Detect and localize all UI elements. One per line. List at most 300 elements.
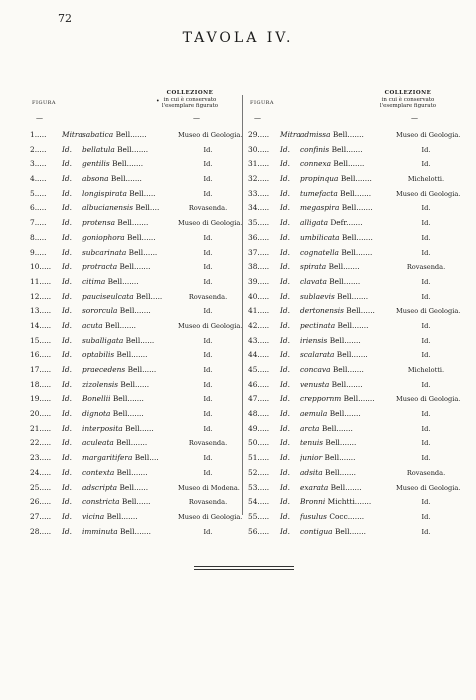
right-column — [248, 90, 461, 541]
collection-name: Rovasenda. — [188, 498, 228, 507]
entry-row — [30, 527, 238, 542]
genus-name: Id. — [280, 218, 290, 228]
species-cell — [300, 380, 396, 389]
author-name: Bell....... — [119, 262, 151, 272]
figure-number: 50..... — [248, 438, 270, 448]
author-name: Bell....... — [333, 159, 365, 169]
genus-name: Id. — [62, 423, 72, 433]
genus-name: Id. — [280, 188, 290, 198]
figure-number: 4..... — [30, 174, 47, 184]
genus-name: Id. — [62, 394, 72, 404]
collection-name: Rovasenda. — [406, 468, 446, 477]
bottom-rule — [194, 566, 294, 570]
species-cell — [82, 365, 178, 374]
figure-number: 3..... — [30, 159, 47, 169]
species-cell — [300, 512, 396, 521]
species-name: contexta — [82, 467, 115, 477]
genus-name: Id. — [62, 247, 72, 257]
species-name: contigua — [300, 526, 333, 536]
collection-name: Rovasenda. — [188, 292, 228, 301]
author-name: Bell....... — [341, 247, 373, 257]
figure-number: 49..... — [248, 423, 270, 433]
entry-row — [30, 145, 238, 160]
species-cell — [82, 130, 178, 139]
collection-name: Id. — [203, 248, 213, 257]
figure-number: 54..... — [248, 497, 270, 507]
species-name: acuta — [82, 320, 103, 330]
collection-name: Id. — [203, 277, 213, 286]
entry-row — [248, 218, 456, 233]
species-cell — [82, 453, 178, 462]
species-name: megaspira — [300, 203, 340, 213]
species-name: umbilicata — [300, 232, 340, 242]
species-cell — [300, 409, 396, 418]
author-name: Bell....... — [120, 526, 151, 536]
species-cell — [82, 424, 178, 433]
collection-name: Id. — [421, 219, 431, 228]
figure-number: 45..... — [248, 365, 270, 374]
collection-name: Rovasenda. — [406, 263, 446, 272]
entry-row — [30, 365, 238, 380]
genus-name: Id. — [280, 262, 290, 272]
genus-name: Id. — [62, 526, 72, 536]
species-name: goniophora — [82, 232, 125, 242]
species-cell — [300, 394, 396, 403]
author-name: Bell...... — [125, 423, 154, 433]
genus-name: Id. — [280, 409, 290, 419]
genus-name: Id. — [280, 320, 290, 330]
species-cell — [300, 483, 396, 492]
species-cell — [300, 438, 396, 447]
figure-number: 40..... — [248, 291, 270, 301]
figure-number: 7..... — [30, 218, 47, 228]
author-name: Bell.... — [135, 203, 160, 213]
author-name: Bell....... — [115, 130, 147, 139]
figure-number: 38..... — [248, 262, 270, 272]
author-name: Bell....... — [106, 511, 138, 521]
species-name: tenuis — [300, 438, 324, 448]
genus-name: Id. — [62, 335, 72, 345]
entry-row — [30, 306, 238, 321]
genus-name: Id. — [280, 144, 290, 154]
genus-name: Id. — [280, 203, 290, 213]
species-name: propinqua — [300, 174, 339, 184]
genus-name: Id. — [62, 467, 72, 477]
author-name: Bell...... — [127, 365, 157, 374]
figure-number: 26..... — [30, 497, 52, 507]
genus-name: Id. — [62, 438, 72, 448]
entry-row — [248, 438, 456, 453]
species-cell — [300, 453, 396, 462]
author-name: Bell....... — [107, 276, 139, 286]
collezione-dash: — — [193, 114, 200, 122]
collection-name: Id. — [421, 204, 431, 213]
entry-row — [30, 336, 238, 351]
genus-name: Id. — [62, 482, 72, 492]
author-name: Bell....... — [332, 130, 364, 139]
collection-name: Id. — [421, 439, 431, 448]
collection-name: Id. — [203, 233, 213, 242]
collection-name: Id. — [203, 527, 213, 536]
species-name: praecedens — [82, 365, 126, 374]
species-cell — [82, 394, 178, 403]
collection-name: Id. — [421, 248, 431, 257]
genus-name: Id. — [62, 409, 72, 419]
author-name: Bell....... — [110, 174, 142, 184]
entry-row — [248, 203, 456, 218]
species-cell — [82, 483, 178, 492]
entry-row — [248, 365, 456, 380]
collezione-line1: in cui è conservato — [381, 96, 435, 103]
left-column-header — [30, 92, 238, 130]
species-name: citima — [82, 276, 106, 286]
author-name: Bell....... — [341, 203, 373, 213]
entry-row — [30, 511, 243, 527]
species-cell — [300, 130, 396, 139]
entry-row — [248, 468, 456, 483]
species-name: longispirata — [82, 188, 127, 198]
author-name: Defr....... — [330, 218, 363, 228]
figure-number: 28..... — [30, 526, 52, 536]
author-name: Bell....... — [112, 159, 144, 169]
entry-row — [248, 424, 456, 439]
entry-row — [248, 512, 456, 527]
species-cell — [82, 497, 178, 506]
collection-name: Id. — [421, 321, 431, 330]
author-name: Bell....... — [337, 291, 369, 301]
entry-row — [248, 336, 456, 351]
collection-name: Id. — [203, 424, 213, 433]
collection-name: Id. — [203, 336, 213, 345]
figure-number: 12..... — [30, 291, 52, 301]
figure-number: 43..... — [248, 335, 270, 345]
genus-name: Id. — [280, 232, 290, 242]
species-cell — [82, 527, 178, 536]
author-name: Bell....... — [331, 379, 363, 389]
genus-name: Id. — [280, 423, 290, 433]
author-name: Bell....... — [332, 365, 364, 374]
species-cell — [82, 218, 178, 227]
collection-name: Id. — [203, 410, 213, 419]
collection-name: Id. — [203, 395, 213, 404]
species-name: gentilis — [82, 159, 110, 169]
author-name: Bell....... — [331, 144, 363, 154]
author-name: Bell....... — [336, 350, 368, 360]
species-name: alligata — [300, 218, 329, 228]
genus-name: Id. — [280, 453, 290, 463]
collection-name: Id. — [203, 307, 213, 316]
species-cell — [300, 248, 396, 257]
species-name: suballigata — [82, 335, 124, 345]
species-cell — [300, 336, 396, 345]
author-name: Bell....... — [328, 262, 360, 272]
collection-name: Id. — [421, 424, 431, 433]
author-name: Bell....... — [340, 174, 372, 184]
genus-name: Id. — [62, 350, 72, 360]
species-cell — [300, 497, 396, 506]
collection-name: Id. — [421, 277, 431, 286]
species-cell — [300, 365, 396, 374]
author-name: Bell....... — [330, 482, 362, 492]
collection-name: Id. — [421, 454, 431, 463]
collection-name: Id. — [203, 468, 213, 477]
entry-row — [248, 350, 456, 365]
species-name: aemula — [300, 409, 328, 419]
author-name: Bell...... — [119, 482, 149, 492]
species-name: arcta — [300, 423, 320, 433]
genus-name: Id. — [280, 482, 290, 492]
genus-name: Id. — [280, 291, 290, 301]
column-marker: • — [156, 98, 160, 105]
species-name: adsita — [300, 467, 323, 477]
collezione-header — [142, 90, 238, 110]
figure-number: 37..... — [248, 247, 270, 257]
author-name: Bell...... — [120, 379, 150, 389]
entry-row — [30, 409, 238, 424]
species-cell — [300, 203, 396, 212]
species-name: connexa — [300, 159, 332, 169]
figure-number: 20..... — [30, 409, 52, 419]
figure-number: 23..... — [30, 453, 52, 463]
species-name: sororcula — [82, 306, 118, 316]
species-cell — [82, 262, 178, 271]
author-name: Bell....... — [341, 232, 373, 242]
species-cell — [82, 159, 178, 168]
column-divider — [242, 95, 243, 515]
species-cell — [82, 189, 178, 198]
collection-name: Id. — [203, 263, 213, 272]
left-column — [30, 90, 243, 541]
author-name: Bell....... — [105, 320, 137, 330]
species-cell — [300, 321, 396, 330]
species-cell — [82, 203, 178, 212]
figure-number: 24..... — [30, 467, 52, 477]
figure-number: 32..... — [248, 174, 270, 184]
species-cell — [82, 248, 178, 257]
figure-number: 47..... — [248, 394, 270, 404]
figure-number: 29..... — [248, 130, 270, 139]
genus-name: Id. — [280, 365, 290, 374]
genus-name: Id. — [62, 203, 72, 213]
genus-name: Id. — [280, 350, 290, 360]
genus-name: Id. — [280, 438, 290, 448]
genus-name: Id. — [62, 291, 72, 301]
genus-name: Id. — [62, 320, 72, 330]
figure-number: 11..... — [30, 276, 52, 286]
author-name: Bell....... — [340, 188, 372, 198]
entry-row — [248, 306, 461, 321]
genus-name: Id. — [280, 276, 290, 286]
figura-dash: — — [254, 114, 261, 122]
author-name: Bell....... — [116, 467, 148, 477]
entry-row — [30, 394, 238, 409]
collection-name: Id. — [421, 351, 431, 360]
collezione-dash: — — [411, 114, 418, 122]
author-name: Bell....... — [334, 526, 366, 536]
species-name: pauciseulcata — [82, 291, 134, 301]
species-cell — [300, 262, 396, 271]
figure-number: 30..... — [248, 144, 270, 154]
species-name: tumefacta — [300, 188, 338, 198]
species-cell — [82, 380, 178, 389]
collection-name: Id. — [421, 410, 431, 419]
species-cell — [300, 424, 396, 433]
species-name: imminuta — [82, 526, 118, 536]
species-name: constricta — [82, 497, 120, 507]
collezione-title: COLLEZIONE — [384, 90, 432, 96]
entry-row — [30, 292, 238, 307]
author-name: Bell....... — [329, 276, 361, 286]
species-cell — [82, 409, 178, 418]
genus-name: Id. — [280, 497, 290, 507]
figure-number: 46..... — [248, 379, 270, 389]
collection-name: Id. — [421, 233, 431, 242]
species-cell — [82, 233, 178, 242]
figure-number: 15..... — [30, 335, 52, 345]
entry-row — [30, 380, 238, 395]
species-name: dignota — [82, 409, 111, 419]
species-cell — [82, 336, 178, 345]
entry-row — [30, 438, 238, 453]
entry-row — [248, 277, 456, 292]
author-name: Bell...... — [125, 335, 155, 345]
figure-number: 22..... — [30, 438, 52, 448]
species-cell — [300, 306, 396, 315]
entry-row — [248, 188, 461, 204]
author-name: Bell....... — [325, 438, 357, 448]
figure-number: 35..... — [248, 218, 270, 228]
genus-name: Id. — [280, 379, 290, 389]
genus-name: Id. — [280, 467, 290, 477]
figure-number: 55..... — [248, 511, 270, 521]
collezione-line2: l'esemplare figurato — [161, 103, 219, 109]
collection-name: Id. — [203, 366, 213, 374]
figure-number: 10..... — [30, 262, 52, 272]
genus-name: Id. — [62, 232, 72, 242]
species-cell — [300, 350, 396, 359]
author-name: Bell....... — [116, 350, 148, 360]
species-name: subcarinata — [82, 247, 127, 257]
genus-name: Id. — [280, 159, 290, 169]
figure-number: 9..... — [30, 247, 47, 257]
species-name: sabatica — [82, 130, 114, 139]
entry-row — [248, 145, 456, 160]
species-name: concava — [300, 365, 331, 374]
collection-name: Museo di Geologia. — [396, 395, 461, 404]
figure-number: 27..... — [30, 511, 52, 521]
figure-number: 1..... — [30, 130, 47, 139]
species-cell — [82, 292, 178, 301]
species-cell — [82, 321, 178, 330]
collezione-title: COLLEZIONE — [166, 90, 214, 96]
page-number: 72 — [58, 12, 72, 25]
collection-name: Id. — [203, 145, 213, 154]
author-name: Bell....... — [329, 409, 361, 419]
figure-number: 42..... — [248, 320, 270, 330]
genus-name: Id. — [280, 526, 290, 536]
author-name: Bell....... — [112, 409, 144, 419]
species-cell — [300, 468, 396, 477]
species-name: margaritifera — [82, 453, 133, 463]
species-cell — [82, 306, 178, 315]
collection-name: Id. — [421, 527, 431, 536]
figure-number: 2..... — [30, 144, 47, 154]
species-name: adscripta — [82, 482, 118, 492]
species-cell — [82, 145, 178, 154]
species-cell — [82, 174, 178, 183]
entry-row — [30, 174, 238, 189]
collection-name: Id. — [421, 512, 431, 521]
species-name: spirata — [300, 262, 327, 272]
collection-name: Museo di Geologia. — [178, 131, 243, 139]
entry-row — [248, 248, 456, 263]
collection-name: Id. — [421, 380, 431, 389]
entry-row — [248, 527, 456, 542]
author-name: Bell...... — [121, 497, 151, 507]
figure-number: 19..... — [30, 394, 52, 404]
genus-name: Id. — [62, 276, 72, 286]
species-cell — [82, 512, 178, 521]
genus-name: Id. — [62, 174, 72, 184]
genus-name: Id. — [62, 144, 72, 154]
species-cell — [300, 277, 396, 286]
genus-name: Id. — [280, 174, 290, 184]
collection-name: Museo di Geologia. — [178, 321, 243, 330]
collection-name: Id. — [421, 336, 431, 345]
right-column-header — [248, 92, 456, 130]
species-name: sublaevis — [300, 291, 335, 301]
species-name: vicina — [82, 511, 105, 521]
figure-number: 18..... — [30, 379, 52, 389]
entry-row — [30, 248, 238, 263]
collection-name: Museo di Geologia. — [178, 219, 243, 228]
genus-name: Id. — [62, 365, 72, 374]
figure-number: 56..... — [248, 526, 270, 536]
species-name: fusulus — [300, 511, 327, 521]
species-name: Bronni — [300, 497, 326, 507]
entry-row — [30, 350, 238, 365]
collection-name: Id. — [203, 380, 213, 389]
author-name: Bell..... — [129, 188, 156, 198]
author-name: Bell....... — [117, 144, 149, 154]
species-name: bellatula — [82, 144, 115, 154]
collection-name: Museo di Modena. — [178, 483, 240, 492]
author-name: Michtti....... — [327, 497, 372, 507]
genus-name: Id. — [280, 335, 290, 345]
species-cell — [300, 527, 396, 536]
figura-header: FIGURA — [32, 100, 57, 106]
genus-name: Id. — [62, 262, 72, 272]
collection-name: Id. — [421, 292, 431, 301]
species-name: confinis — [300, 144, 330, 154]
figure-number: 33..... — [248, 188, 270, 198]
figure-number: 44..... — [248, 350, 270, 360]
plate-title: TAVOLA IV. — [182, 30, 294, 46]
species-name: admissa — [300, 130, 331, 139]
genus-name: Id. — [280, 247, 290, 257]
figure-number: 8..... — [30, 232, 47, 242]
figure-number: 36..... — [248, 232, 270, 242]
author-name: Bell....... — [324, 453, 356, 463]
species-name: aculeata — [82, 438, 114, 448]
author-name: Bell....... — [337, 320, 369, 330]
species-name: protracta — [82, 262, 118, 272]
entry-row — [248, 233, 456, 248]
entry-row — [248, 497, 456, 512]
figure-number: 48..... — [248, 409, 270, 419]
collection-name: Id. — [203, 454, 213, 463]
figure-number: 17..... — [30, 365, 52, 374]
